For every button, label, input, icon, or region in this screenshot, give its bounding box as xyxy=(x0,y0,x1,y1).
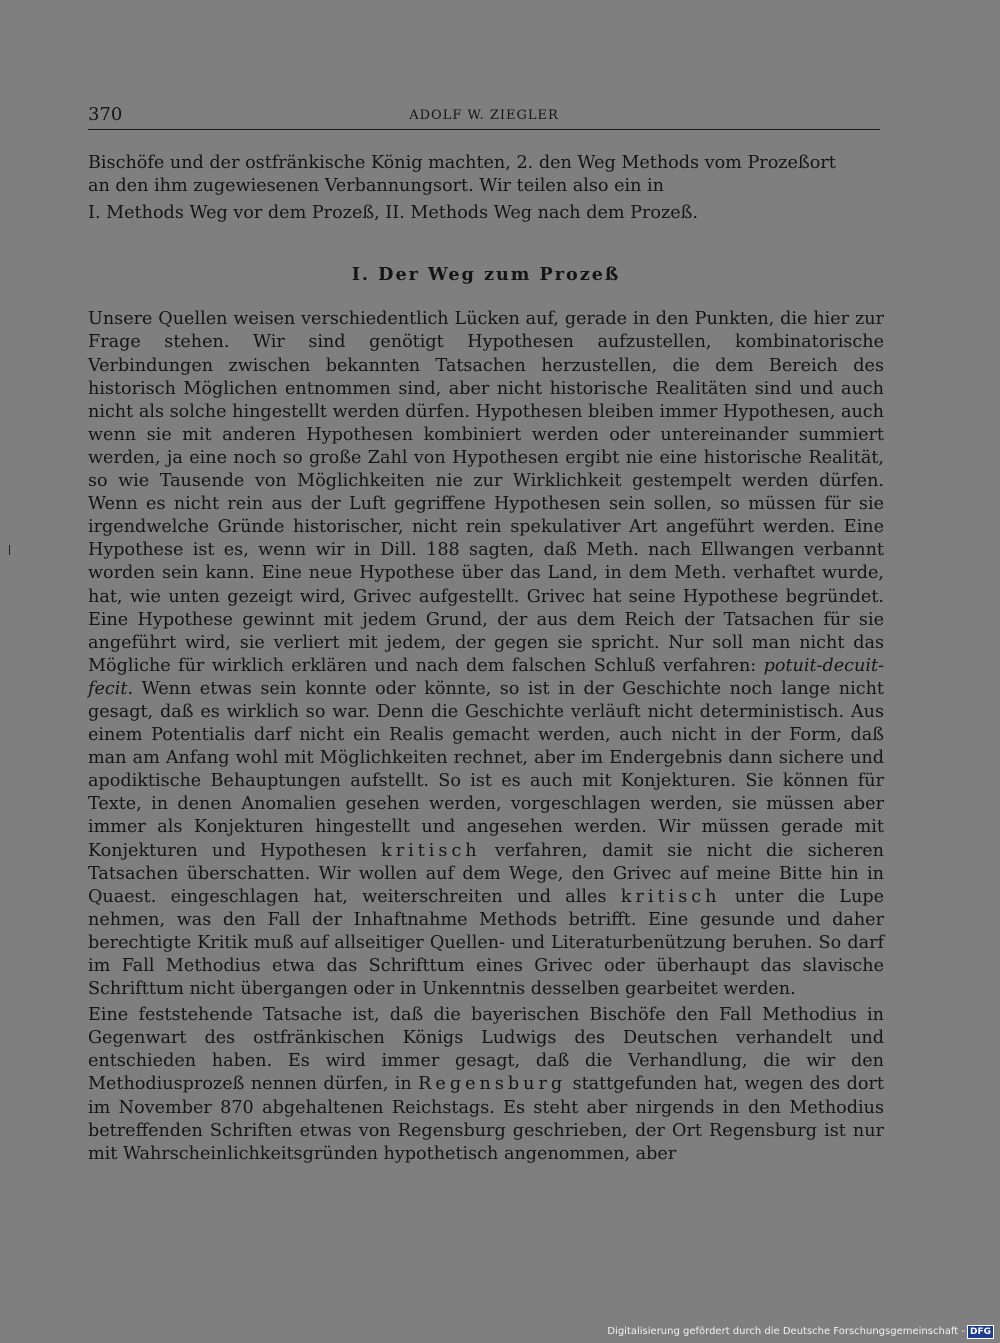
paragraph-1-text-c: verfahren, damit sie nicht die sicheren Tatsachen überschatten. Wir wollen auf dem Wege, den Grivec auf meine Bitte hin in Quaest. eingeschlagen hat, weiterschreiten und alles xyxy=(88,840,884,907)
intro-line-1: Bischöfe und der ostfränkische König machten, 2. den Weg Methods vom Prozeßort xyxy=(88,153,836,173)
emphasis-kritisch-1: kritisch xyxy=(381,840,481,861)
division-line: I. Methods Weg vor dem Prozeß, II. Methods Weg nach dem Prozeß. xyxy=(88,203,699,224)
body-text xyxy=(88,152,884,1166)
emphasis-regensburg: Regensburg xyxy=(418,1074,567,1095)
paragraph-2 xyxy=(88,1004,884,1166)
digitization-footer xyxy=(607,1325,994,1339)
page-header xyxy=(88,103,880,127)
paragraph-1-text-a: Unsere Quellen weisen verschiedentlich Lücken auf, gerade in den Punkten, die hier zur Frage stehen. Wir sind genötigt Hypothesen aufzustellen, kombinatorische Verbindungen zwischen bekannten Tatsachen herzustellen, die dem Bereich des historisch Möglichen entnommen sind, aber nicht historische Realitäten sind und auch nicht als solche hingestellt werden dürfen. Hypothesen bleiben immer Hypothesen, auch wenn sie mit anderen Hypothesen kombiniert werden oder untereinander summiert werden, ja eine noch so große Zahl von Hypothesen ergibt nie eine historische Realität, so wie Tausende von Möglichkeiten nie zur Wirklichkeit gestempelt werden dürfen. Wenn es nicht rein aus der Luft gegriffene Hypothesen sein sollen, so müssen für sie irgendwelche Gründe historischer, nicht rein spekulativer Art angeführt werden. Eine Hypothese ist es, wenn wir in Dill. 188 sagten, daß Meth. nach Ellwangen verbannt worden sein kann. Eine neue Hypothese über das Land, in dem Meth. verhaftet wurde, hat, wie unten gezeigt wird, Grivec aufgestellt. Grivec hat seine Hypothese begründet. Eine Hypothese gewinnt mit jedem Grund, der aus dem Reich der Tatsachen für sie angeführt wird, sie verliert mit jedem, der gegen sie spricht. Nur soll man nicht das Mögliche für wirklich erklären und nach dem falschen Schluß verfahren: xyxy=(88,309,884,676)
intro-line-2: an den ihm zugewiesenen Verbannungsort. Wir teilen also ein in xyxy=(88,176,664,197)
footer-text: Digitalisierung gefördert durch die Deutsche Forschungsgemeinschaft - xyxy=(607,1326,965,1337)
paragraph-1-text-d: unter die Lupe nehmen, was den Fall der Inhaftnahme Methods betrifft. Eine gesunde und daher berechtigte Kritik muß auf allseitiger Quellen- und Literaturbenützung beruhen. So darf im Fall Methodius etwa das Schrifttum eines Grivec oder überhaupt das slavische Schrifttum nicht übergangen oder in Unkenntnis desselben gearbeitet werden. xyxy=(88,886,884,1000)
emphasis-kritisch-2: kritisch xyxy=(620,886,721,907)
paragraph-2-text-a: Eine feststehende Tatsache ist, daß die bayerischen Bischöfe den Fall Methodius in Gegenwart des ostfränkischen Königs Ludwigs des Deutschen verhandelt und entschieden haben. Es wird immer gesagt, daß die Verhandlung, die wir den Methodiusprozeß nennen dürfen, in xyxy=(88,1005,884,1095)
running-head: ADOLF W. ZIEGLER xyxy=(409,108,559,123)
latin-phrase: potuit-decuit-fecit. xyxy=(88,655,884,699)
dfg-logo: DFG xyxy=(967,1325,994,1339)
paragraph-1-text-b: Wenn etwas sein konnte oder könnte, so ist in der Geschichte noch lange nicht gesagt, daß es wirklich so war. Denn die Geschichte verläuft nicht deterministisch. Aus einem Potentialis darf nicht ein Realis gemacht werden, auch nicht in der Form, daß man am Anfang wohl mit Möglichkeiten rechnet, aber im Endergebnis dann sichere und apodiktische Behauptungen aufstellt. So ist es auch mit Konjekturen. Sie können für Texte, in denen Anomalien gesehen werden, vorgeschlagen werden, sie müssen aber immer als Konjekturen hingestellt und angesehen werden. Wir müssen gerade mit Konjekturen und Hypothesen xyxy=(88,678,884,861)
page-number: 370 xyxy=(88,104,123,125)
section-heading: I. Der Weg zum Prozeß xyxy=(351,264,621,286)
margin-mark xyxy=(9,545,10,555)
paragraph-2-text-b: stattgefunden hat, wegen des dort im November 870 abgehaltenen Reichstags. Es steht aber nirgends in den Methodius betreffenden Schriften etwas von Regensburg geschrieben, der Ort Regensburg ist nur mit Wahrscheinlichkeitsgründen hypothetisch angenommen, aber xyxy=(88,1074,884,1164)
intro-paragraph xyxy=(88,152,884,198)
header-rule xyxy=(88,129,880,130)
paragraph-1 xyxy=(88,308,884,1001)
